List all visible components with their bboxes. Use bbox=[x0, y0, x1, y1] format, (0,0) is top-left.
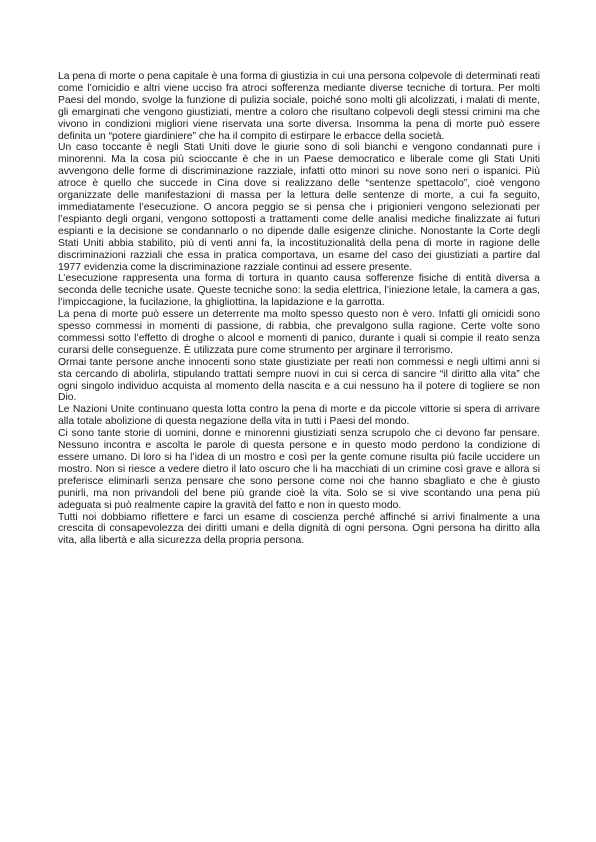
paragraph-united-nations: Le Nazioni Unite continuano questa lotta contro la pena di morte e da piccole vittorie si spera di arrivare alla totale abolizione di questa negazione della vita in tutti i Paesi del mondo. bbox=[58, 404, 540, 428]
paragraph-conclusion: Tutti noi dobbiamo riflettere e farci un esame di coscienza perché affinché si arrivi finalmente a una crescita di consapevolezza dei diritti umani e della dignità di ogni persona. Ogni persona ha diritto alla vita, alla libertà e alla sicurezza della propria persona. bbox=[58, 511, 540, 547]
paragraph-innocents: Ormai tante persone anche innocenti sono state giustiziate per reati non commessi e negli ultimi anni si sta cercando di abolirla, stipulando trattati sempre nuovi in cui si cerca di sancire “il diritto alla vita” che ogni singolo individuo acquista al momento della nascita e a cui nessuno ha il potere di togliere se non Dio. bbox=[58, 356, 540, 404]
paragraph-usa-china: Un caso toccante è negli Stati Uniti dove le giurie sono di soli bianchi e vengono condannati pure i minorenni. Ma la cosa più scioccante è che in un Paese democratico e liberale come gli Stati Uniti avvengono delle forme di discriminazione razziale, infatti otto minori su nove sono neri o ispanici. Più atroce è quello che succede in Cina dove si realizzano delle “sentenze spettacolo”, cioè vengono organizzate delle manifestazioni di massa per la lettura delle sentenze di morte, a cui fa seguito, immediatamente l’esecuzione. O ancora peggio se si pensa che i prigionieri vengono selezionati per l’espianto degli organi, vengono sottoposti a trattamenti come delle analisi mediche finalizzate ai futuri espianti e la decisione se condannarlo o no dipende dalle esigenze cliniche. Nonostante la Corte degli Stati Uniti abbia stabilito, più di venti anni fa, la incostituzionalità della pena di morte in ragione delle discriminazioni razziali che essa in pratica comportava, un esame del caso dei giustiziati a partire dal 1977 evidenzia come la discriminazione razziale continui ad essere presente. bbox=[58, 142, 540, 273]
paragraph-deterrent: La pena di morte può essere un deterrente ma molto spesso questo non è vero. Infatti gli omicidi sono spesso commessi in momenti di passione, di rabbia, che prevalgono sulla ragione. Certe volte sono commessi sotto l’effetto di droghe o alcool e momenti di panico, durante i quali si compie il reato senza curarsi delle conseguenze. È utilizzata pure come strumento per arginare il terrorismo. bbox=[58, 309, 540, 356]
paragraph-stories: Ci sono tante storie di uomini, donne e minorenni giustiziati senza scrupolo che ci devono far pensare. Nessuno incontra e ascolta le parole di questa persone e in questo modo perdono la condizione di essere umano. Di loro si ha l’idea di un mostro e così per la gente comune risulta più facile uccidere un mostro. Non si riesce a vedere dietro il lato oscuro che li ha macchiati di un crimine così grave e allora si preferisce eliminarli senza pensare che sono persone come noi che hanno sbagliato e che è giusto punirli, ma non privandoli del bene più grande cioè la vita. Solo se si vive scontando una pena più adeguata si può realmente capire la gravità del fatto e non in questo modo. bbox=[58, 428, 540, 511]
document-body bbox=[58, 71, 540, 547]
paragraph-execution-methods: L’esecuzione rappresenta una forma di tortura in quanto causa sofferenze fisiche di entità diversa a seconda delle tecniche usate. Queste tecniche sono: la sedia elettrica, l’iniezione letale, la camera a gas, l’impiccagione, la fucilazione, la ghigliottina, la lapidazione e la garrotta. bbox=[58, 273, 540, 309]
paragraph-definition: La pena di morte o pena capitale è una forma di giustizia in cui una persona colpevole di determinati reati come l’omicidio e altri viene ucciso fra atroci sofferenza mediante diverse tecniche di tortura. Per molti Paesi del mondo, svolge la funzione di pulizia sociale, poiché sono molti gli alcolizzati, i malati di mente, gli emarginati che vengono giustiziati, mentre a coloro che risultano colpevoli degli stessi crimini ma che vivono in condizioni migliori viene riservata una sorte diversa. Insomma la pena di morte può essere definita un “potere giardiniere” che ha il compito di estirpare le erbacce della società. bbox=[58, 71, 540, 142]
